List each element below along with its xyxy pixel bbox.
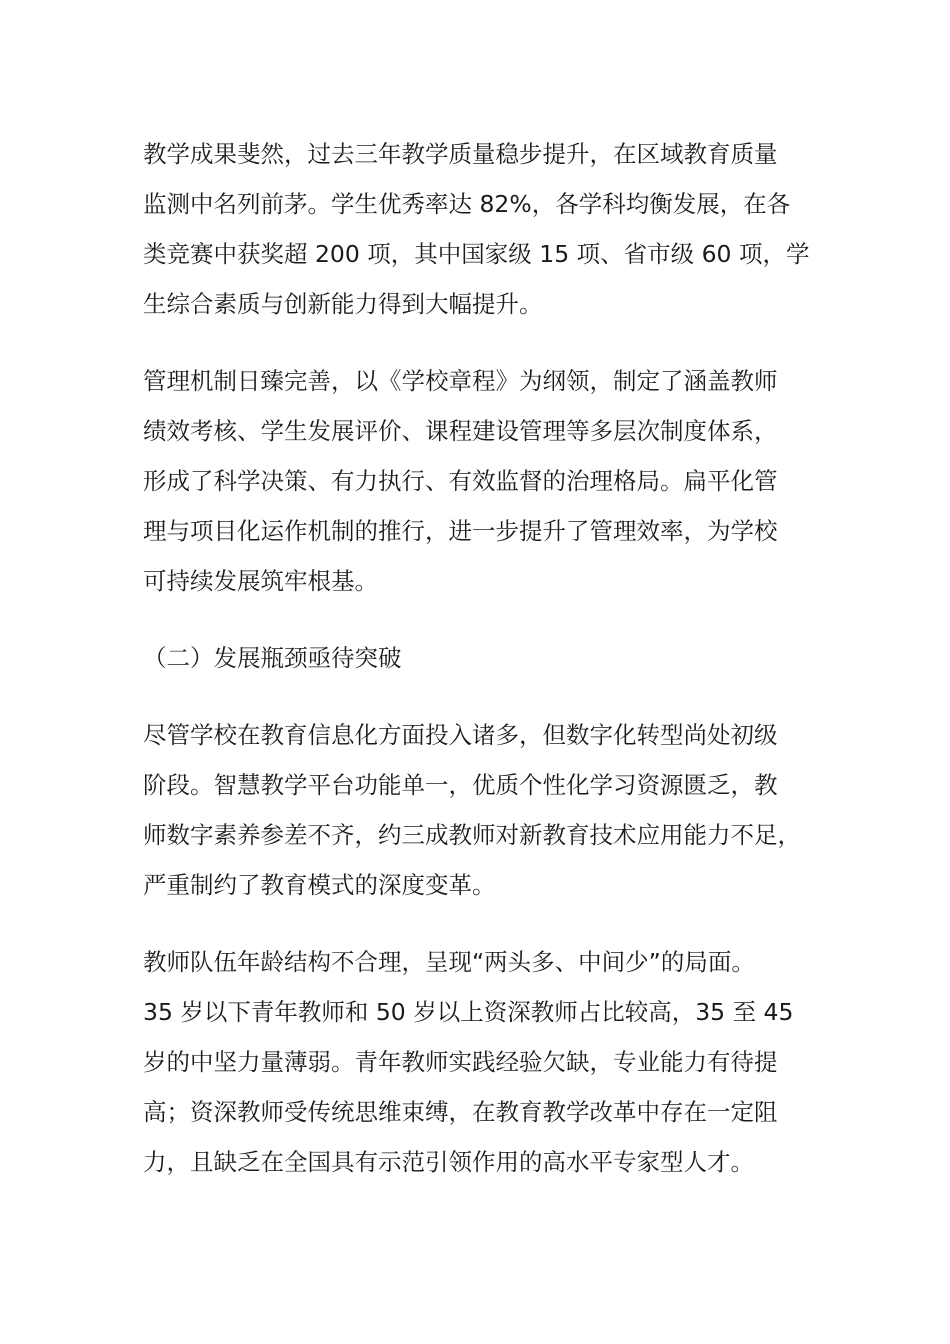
paragraph-teaching-results — [143, 129, 811, 329]
text-line: 可持续发展筑牢根基。 — [143, 567, 378, 595]
text-line: 生综合素质与创新能力得到大幅提升。 — [143, 290, 543, 318]
document-page — [143, 129, 811, 1214]
text-line: 形成了科学决策、有力执行、有效监督的治理格局。扁平化管 — [143, 467, 778, 495]
text-line: 高；资深教师受传统思维束缚，在教育教学改革中存在一定阻 — [143, 1098, 778, 1126]
text-line: 力，且缺乏在全国具有示范引领作用的高水平专家型人才。 — [143, 1148, 754, 1176]
text-line: 监测中名列前茅。学生优秀率达 82%，各学科均衡发展，在各 — [143, 190, 791, 218]
text-line: 35 岁以下青年教师和 50 岁以上资深教师占比较高，35 至 45 — [143, 998, 794, 1026]
paragraph-management-mechanism — [143, 356, 811, 606]
text-line: 理与项目化运作机制的推行，进一步提升了管理效率，为学校 — [143, 517, 778, 545]
paragraph-digital-transformation — [143, 710, 811, 910]
text-line: 尽管学校在教育信息化方面投入诸多，但数字化转型尚处初级 — [143, 721, 778, 749]
text-line: 教师队伍年龄结构不合理，呈现“两头多、中间少”的局面。 — [143, 948, 755, 976]
text-line: 师数字素养参差不齐，约三成教师对新教育技术应用能力不足， — [143, 821, 801, 849]
text-line: 管理机制日臻完善，以《学校章程》为纲领，制定了涵盖教师 — [143, 367, 778, 395]
text-line: 类竞赛中获奖超 200 项，其中国家级 15 项、省市级 60 项，学 — [143, 240, 810, 268]
section-heading: （二）发展瓶颈亟待突破 — [143, 644, 402, 672]
text-line: 绩效考核、学生发展评价、课程建设管理等多层次制度体系， — [143, 417, 778, 445]
text-line: 严重制约了教育模式的深度变革。 — [143, 871, 496, 899]
text-line: 阶段。智慧教学平台功能单一，优质个性化学习资源匮乏，教 — [143, 771, 778, 799]
text-line: 教学成果斐然，过去三年教学质量稳步提升，在区域教育质量 — [143, 140, 778, 168]
paragraph-teacher-age-structure — [143, 937, 811, 1187]
text-line: 岁的中坚力量薄弱。青年教师实践经验欠缺，专业能力有待提 — [143, 1048, 778, 1076]
